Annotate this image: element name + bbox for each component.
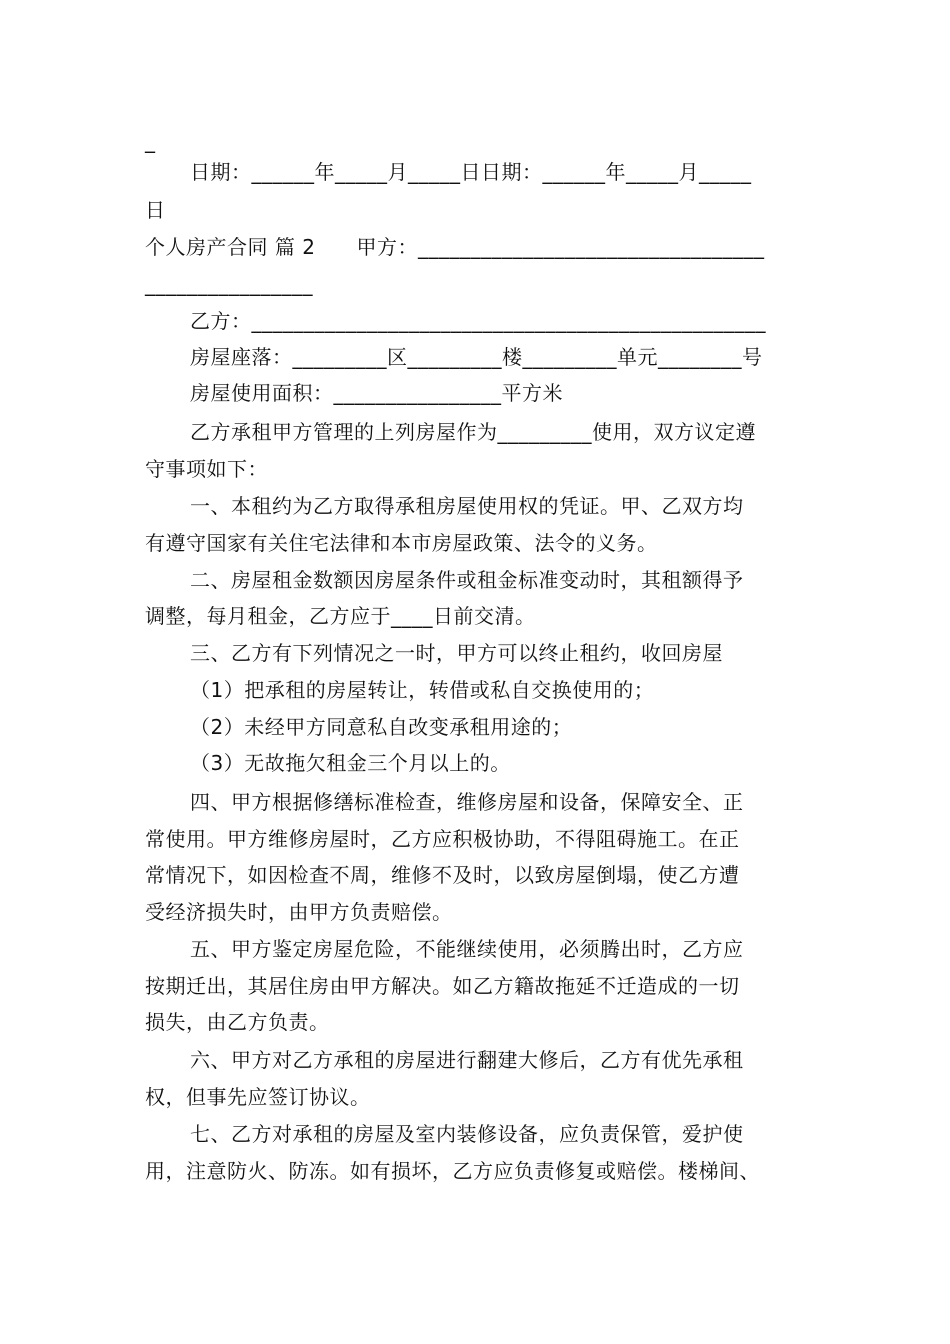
clause-5-continued: 损失，由乙方负责。 xyxy=(145,1010,330,1034)
clause-4: 四、甲方根据修缮标准检查，维修房屋和设备，保障安全、正 xyxy=(190,790,744,814)
clause-3-item-2: （2）未经甲方同意私自改变承租用途的； xyxy=(190,715,573,739)
date-line-continued: 日 xyxy=(145,198,166,222)
clause-2-continued: 调整，每月租金，乙方应于____日前交清。 xyxy=(145,604,536,628)
clause-7-continued: 用，注意防火、防冻。如有损坏，乙方应负责修复或赔偿。楼梯间、 xyxy=(145,1159,760,1183)
clause-6: 六、甲方对乙方承租的房屋进行翻建大修后，乙方有优先承租 xyxy=(190,1048,744,1072)
clause-1: 一、本租约为乙方取得承租房屋使用权的凭证。甲、乙双方均 xyxy=(190,494,744,518)
clause-7: 七、乙方对承租的房屋及室内装修设备，应负责保管，爱护使 xyxy=(190,1122,744,1146)
clause-5-continued: 按期迁出，其居住房由甲方解决。如乙方籍故拖延不迁造成的一切 xyxy=(145,974,740,998)
clause-1-continued: 有遵守国家有关住宅法律和本市房屋政策、法令的义务。 xyxy=(145,531,658,555)
clause-2: 二、房屋租金数额因房屋条件或租金标准变动时，其租额得予 xyxy=(190,568,744,592)
party-b-line: 乙方：_________________________________________________ xyxy=(190,309,766,333)
house-location-line: 房屋座落：_________区_________楼_________单元________号 xyxy=(190,345,763,369)
paragraph-line: 守事项如下： xyxy=(145,457,268,481)
date-line: 日期：______年_____月_____日日期：______年_____月_____ xyxy=(190,160,752,184)
contract-title-party-a: 个人房产合同 篇 2 甲方：_________________________________ xyxy=(145,235,765,259)
clause-3: 三、乙方有下列情况之一时，甲方可以终止租约，收回房屋 xyxy=(190,641,723,665)
party-a-blank-continued: ________________ xyxy=(145,272,313,296)
clause-4-continued: 受经济损失时，由甲方负责赔偿。 xyxy=(145,900,453,924)
underscore-mark: _ xyxy=(145,129,156,153)
house-area-line: 房屋使用面积：________________平方米 xyxy=(190,381,563,405)
clause-5: 五、甲方鉴定房屋危险，不能继续使用，必须腾出时，乙方应 xyxy=(190,937,744,961)
clause-3-item-1: （1）把承租的房屋转让，转借或私自交换使用的； xyxy=(190,678,655,702)
clause-3-item-3: （3）无故拖欠租金三个月以上的。 xyxy=(190,751,511,775)
paragraph-line: 乙方承租甲方管理的上列房屋作为_________使用，双方议定遵 xyxy=(190,420,756,444)
clause-4-continued: 常使用。甲方维修房屋时，乙方应积极协助，不得阻碍施工。在正 xyxy=(145,827,740,851)
clause-6-continued: 权，但事先应签订协议。 xyxy=(145,1085,371,1109)
clause-4-continued: 常情况下，如因检查不周，维修不及时，以致房屋倒塌，使乙方遭 xyxy=(145,863,740,887)
